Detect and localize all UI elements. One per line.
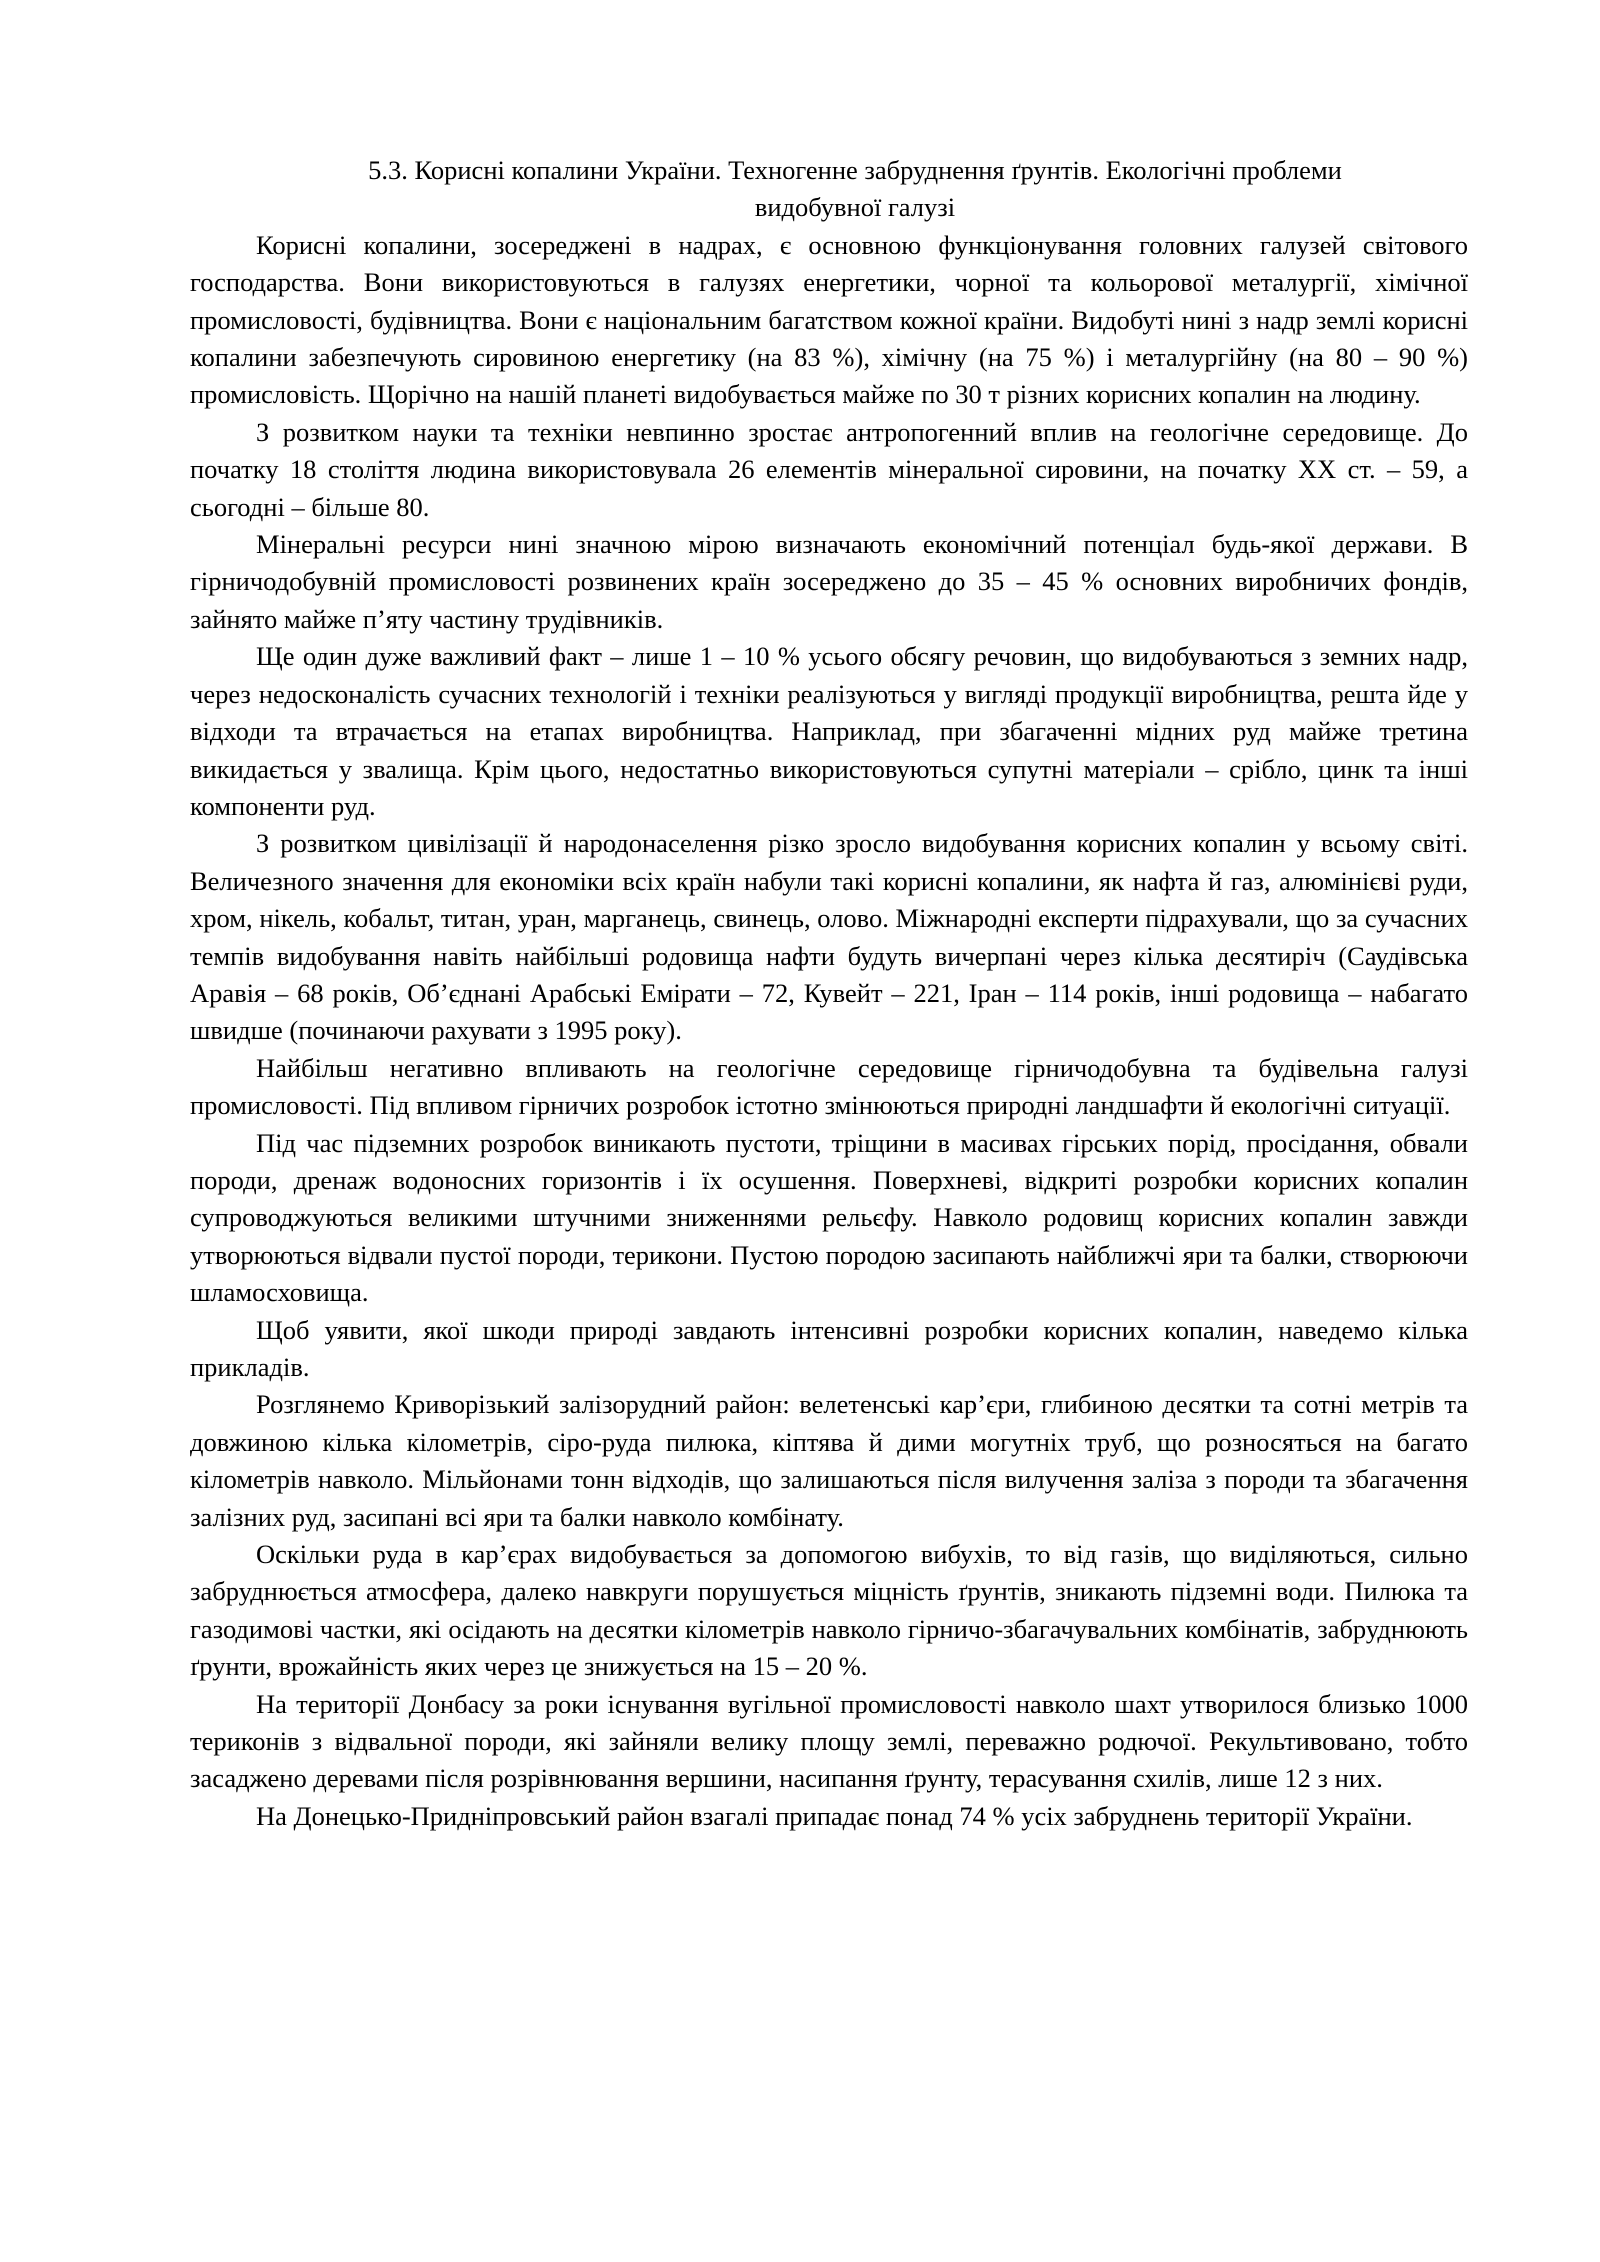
paragraph-quarry-explosions: Оскільки руда в кар’єрах видобувається за допомогою вибухів, то від газів, що виділяються, сильно забруднюється атмосфера, далеко навкруги порушується міцність ґрунтів, зникають підземні води. Пилюка та газодимові частки, які осідають на десятки кілометрів навколо гірничо-збагачувальних комбінатів, забруднюють ґрунти, врожайність яких через це знижується на 15 – 20 %. xyxy=(190,1539,1468,1682)
section-title-line-1: 5.3. Корисні копалини України. Техногенне забруднення ґрунтів. Екологічні проблеми xyxy=(368,155,1342,185)
section-title-line-2: видобувної галузі xyxy=(754,192,956,223)
paragraph-waste-fact: Ще один дуже важливий факт – лише 1 – 10 % усього обсягу речовин, що видобуваються з земних надр, через недосконаліcть сучасних технологій і техніки реалізуються у вигляді продукції виробництва, решта йде у відходи та втрачається на етапах виробництва. Наприклад, при збагаченні мідних руд майже третина викидається у звалища. Крім цього, недостатньо використовуються супутні матеріали – срібло, цинк та інші компоненти руд. xyxy=(190,641,1468,821)
paragraph-negative-impact: Найбільш негативно впливають на геологічне середовище гірничодобувна та будівельна галузі промисловості. Під впливом гірничих розробок істотно змінюються природні ландшафти й екологічні ситуації. xyxy=(190,1052,1468,1121)
paragraph-underground-mining: Під час підземних розробок виникають пустоти, тріщини в масивах гірських порід, просідання, обвали породи, дренаж водоносних горизонтів і їх осушення. Поверхневі, відкриті розробки корисних копалин супроводжуються великими штучними зниженнями рельєфу. Навколо родовищ корисних копалин завжди утворюються відвали пустої породи, терикони. Пустою породою засипають найближчі яри та балки, створюючи шламосховища. xyxy=(190,1127,1468,1308)
paragraph-anthropogenic-impact: З розвитком науки та техніки невпинно зростає антропогенний вплив на геологічне середовище. До початку 18 століття людина використовувала 26 елементів мінеральної сировини, на початку XX ст. – 59, а сьогодні – більше 80. xyxy=(190,416,1468,522)
paragraph-examples-intro: Щоб уявити, якої шкоди природі завдають інтенсивні розробки корисних копалин, наведемо кілька прикладів. xyxy=(190,1314,1468,1382)
document-body xyxy=(190,152,1468,1835)
paragraph-donetsk-dnipro: На Донецько-Придніпровський район взагалі припадає понад 74 % усіх забруднень території України. xyxy=(256,1800,1413,1831)
paragraph-donbas: На території Донбасу за роки існування вугільної промисловості навколо шахт утворилося близько 1000 териконів з відвальної породи, які зайняли велику площу землі, переважно родючої. Рекультивовано, тобто засаджено деревами після розрівнювання вершини, насипання ґрунту, терасування схилів, лише 12 з них. xyxy=(190,1688,1468,1794)
paragraph-kryvyi-rih: Розглянемо Криворізький залізорудний район: велетенські кар’єри, глибиною десятки та сотні метрів та довжиною кілька кілометрів, сіро-руда пилюка, кіптява й дими могутніх труб, що розносяться на багато кілометрів навколо. Мільйонами тонн відходів, що залишаються після вилучення заліза з породи та збагачення залізних руд, засипані всі яри та балки навколо комбінату. xyxy=(190,1389,1468,1532)
paragraph-mineral-resources-intro: Корисні копалини, зосереджені в надрах, є основною функціонування головних галузей світового господарства. Вони використовуються в галузях енергетики, чорної та кольорової металургії, хімічної промисловості, будівництва. Вони є національним багатством кожної країни. Видобуті нині з надр землі корисні копалини забезпечують сировиною енергетику (на 83 %), хімічну (на 75 %) і металургійну (на 80 – 90 %) промисловість. Щорічно на нашій планеті видобувається майже по 30 т різних корисних копалин на людину. xyxy=(190,229,1468,410)
section-title xyxy=(190,152,1468,227)
paragraph-world-extraction: З розвитком цивілізації й народонаселення різко зросло видобування корисних копалин у всьому світі. Величезного значення для економіки всіх країн набули такі корисні копалини, як нафта й газ, алюмінієві руди, хром, нікель, кобальт, титан, уран, марганець, свинець, олово. Міжнародні експерти підрахували, що за сучасних темпів видобування навіть найбільші родовища нафти будуть вичерпані через кілька десятиріч (Саудівська Аравія – 68 років, Об’єднані Арабські Емірати – 72, Кувейт – 221, Іран – 114 років, інші родовища – набагато швидше (починаючи рахувати з 1995 року). xyxy=(190,828,1468,1046)
paragraph-economic-potential: Мінеральні ресурси нині значною мірою визначають економічний потенціал будь-якої держави. В гірничодобувній промисловості розвинених країн зосереджено до 35 – 45 % основних виробничих фондів, зайнято майже п’яту частину трудівників. xyxy=(190,529,1468,634)
